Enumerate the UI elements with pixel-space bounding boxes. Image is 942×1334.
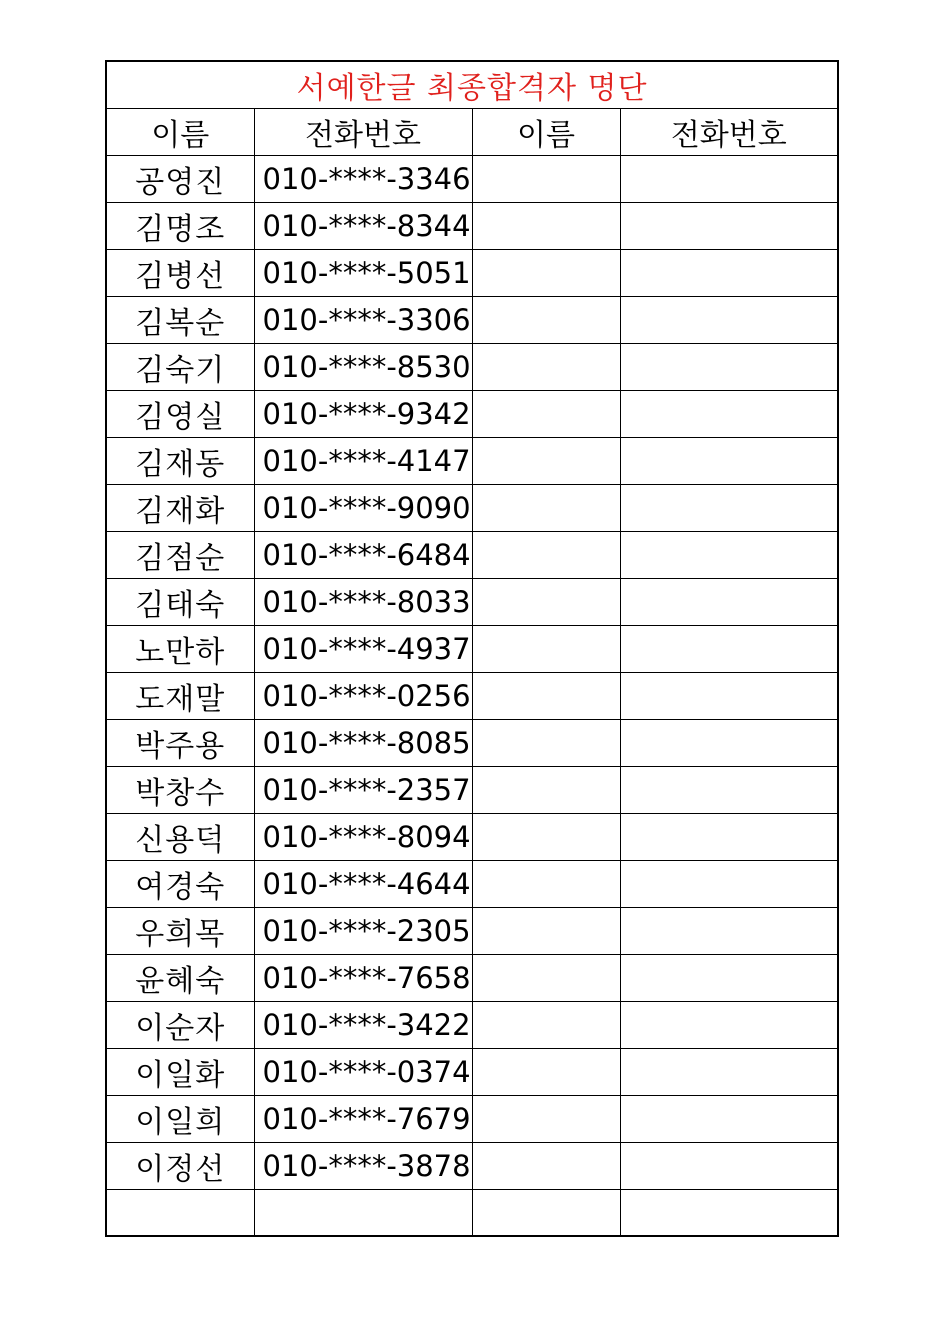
phone-cell-left: 010-****-3306 xyxy=(254,296,472,343)
phone-cell-left: 010-****-0374 xyxy=(254,1048,472,1095)
table-row xyxy=(106,202,838,249)
header-name-right: 이름 xyxy=(472,108,620,155)
phone-cell-right xyxy=(620,202,838,249)
table-row xyxy=(106,813,838,860)
phone-cell-left: 010-****-4644 xyxy=(254,860,472,907)
phone-cell-right xyxy=(620,437,838,484)
phone-cell-right xyxy=(620,672,838,719)
name-cell-left: 김병선 xyxy=(106,249,254,296)
roster-table xyxy=(105,60,839,1237)
name-cell-right xyxy=(472,343,620,390)
name-cell-right xyxy=(472,672,620,719)
table-row xyxy=(106,484,838,531)
name-cell-left: 박창수 xyxy=(106,766,254,813)
table-row xyxy=(106,719,838,766)
name-cell-left: 우희목 xyxy=(106,907,254,954)
phone-cell-right xyxy=(620,484,838,531)
table-row xyxy=(106,531,838,578)
table-row xyxy=(106,625,838,672)
table-row xyxy=(106,766,838,813)
name-cell-left: 도재말 xyxy=(106,672,254,719)
name-cell-left: 이일화 xyxy=(106,1048,254,1095)
name-cell-right xyxy=(472,954,620,1001)
name-cell-left: 이순자 xyxy=(106,1001,254,1048)
header-name-left: 이름 xyxy=(106,108,254,155)
phone-cell-right xyxy=(620,531,838,578)
name-cell-left: 김영실 xyxy=(106,390,254,437)
name-cell-right xyxy=(472,1142,620,1189)
phone-cell-right xyxy=(620,578,838,625)
phone-cell-right xyxy=(620,954,838,1001)
name-cell-left: 김재화 xyxy=(106,484,254,531)
phone-cell-right xyxy=(620,1095,838,1142)
name-cell-right xyxy=(472,860,620,907)
name-cell-right xyxy=(472,484,620,531)
phone-cell-left: 010-****-4147 xyxy=(254,437,472,484)
phone-cell-left: 010-****-8094 xyxy=(254,813,472,860)
phone-cell-left: 010-****-9342 xyxy=(254,390,472,437)
phone-cell-right xyxy=(620,766,838,813)
phone-cell-left: 010-****-0256 xyxy=(254,672,472,719)
table-row xyxy=(106,907,838,954)
name-cell-left: 이정선 xyxy=(106,1142,254,1189)
phone-cell-right xyxy=(620,249,838,296)
name-cell-left: 윤혜숙 xyxy=(106,954,254,1001)
phone-cell-right xyxy=(620,343,838,390)
phone-cell-left: 010-****-7658 xyxy=(254,954,472,1001)
phone-cell-left: 010-****-8033 xyxy=(254,578,472,625)
name-cell-left: 노만하 xyxy=(106,625,254,672)
phone-cell-right xyxy=(620,907,838,954)
table-row xyxy=(106,155,838,202)
name-cell-left xyxy=(106,1189,254,1236)
table-row xyxy=(106,437,838,484)
phone-cell-right xyxy=(620,1001,838,1048)
name-cell-left: 이일희 xyxy=(106,1095,254,1142)
name-cell-left: 김명조 xyxy=(106,202,254,249)
phone-cell-left: 010-****-8085 xyxy=(254,719,472,766)
phone-cell-left: 010-****-6484 xyxy=(254,531,472,578)
name-cell-left: 김점순 xyxy=(106,531,254,578)
name-cell-left: 신용덕 xyxy=(106,813,254,860)
phone-cell-left: 010-****-3878 xyxy=(254,1142,472,1189)
name-cell-right xyxy=(472,437,620,484)
phone-cell-right xyxy=(620,1189,838,1236)
roster-body xyxy=(106,155,838,1236)
name-cell-right xyxy=(472,625,620,672)
name-cell-right xyxy=(472,296,620,343)
name-cell-right xyxy=(472,1189,620,1236)
table-row xyxy=(106,578,838,625)
name-cell-right xyxy=(472,390,620,437)
name-cell-right xyxy=(472,907,620,954)
name-cell-right xyxy=(472,202,620,249)
header-row xyxy=(106,108,838,155)
phone-cell-left: 010-****-3346 xyxy=(254,155,472,202)
phone-cell-right xyxy=(620,625,838,672)
phone-cell-right xyxy=(620,860,838,907)
name-cell-left: 김태숙 xyxy=(106,578,254,625)
name-cell-left: 김재동 xyxy=(106,437,254,484)
header-phone-right: 전화번호 xyxy=(620,108,838,155)
header-phone-left: 전화번호 xyxy=(254,108,472,155)
name-cell-right xyxy=(472,578,620,625)
phone-cell-left: 010-****-7679 xyxy=(254,1095,472,1142)
table-row xyxy=(106,672,838,719)
table-row xyxy=(106,1142,838,1189)
name-cell-left: 김숙기 xyxy=(106,343,254,390)
table-row xyxy=(106,390,838,437)
table-row xyxy=(106,954,838,1001)
table-row xyxy=(106,249,838,296)
table-row xyxy=(106,860,838,907)
phone-cell-left: 010-****-8530 xyxy=(254,343,472,390)
title-row xyxy=(106,61,838,108)
phone-cell-left: 010-****-8344 xyxy=(254,202,472,249)
phone-cell-left: 010-****-5051 xyxy=(254,249,472,296)
phone-cell-left: 010-****-2357 xyxy=(254,766,472,813)
name-cell-left: 김복순 xyxy=(106,296,254,343)
phone-cell-right xyxy=(620,1048,838,1095)
name-cell-left: 여경숙 xyxy=(106,860,254,907)
phone-cell-left: 010-****-3422 xyxy=(254,1001,472,1048)
phone-cell-right xyxy=(620,155,838,202)
name-cell-left: 박주용 xyxy=(106,719,254,766)
name-cell-right xyxy=(472,1048,620,1095)
name-cell-right xyxy=(472,813,620,860)
phone-cell-left: 010-****-9090 xyxy=(254,484,472,531)
name-cell-left: 공영진 xyxy=(106,155,254,202)
phone-cell-right xyxy=(620,1142,838,1189)
phone-cell-left: 010-****-4937 xyxy=(254,625,472,672)
table-row xyxy=(106,1048,838,1095)
table-row xyxy=(106,1189,838,1236)
name-cell-right xyxy=(472,1095,620,1142)
table-row xyxy=(106,296,838,343)
phone-cell-right xyxy=(620,813,838,860)
phone-cell-left: 010-****-2305 xyxy=(254,907,472,954)
phone-cell-right xyxy=(620,296,838,343)
name-cell-right xyxy=(472,719,620,766)
table-row xyxy=(106,343,838,390)
name-cell-right xyxy=(472,155,620,202)
table-row xyxy=(106,1095,838,1142)
table-row xyxy=(106,1001,838,1048)
name-cell-right xyxy=(472,531,620,578)
phone-cell-right xyxy=(620,390,838,437)
phone-cell-left xyxy=(254,1189,472,1236)
name-cell-right xyxy=(472,1001,620,1048)
phone-cell-right xyxy=(620,719,838,766)
name-cell-right xyxy=(472,249,620,296)
page-title: 서예한글 최종합격자 명단 xyxy=(106,61,838,108)
name-cell-right xyxy=(472,766,620,813)
